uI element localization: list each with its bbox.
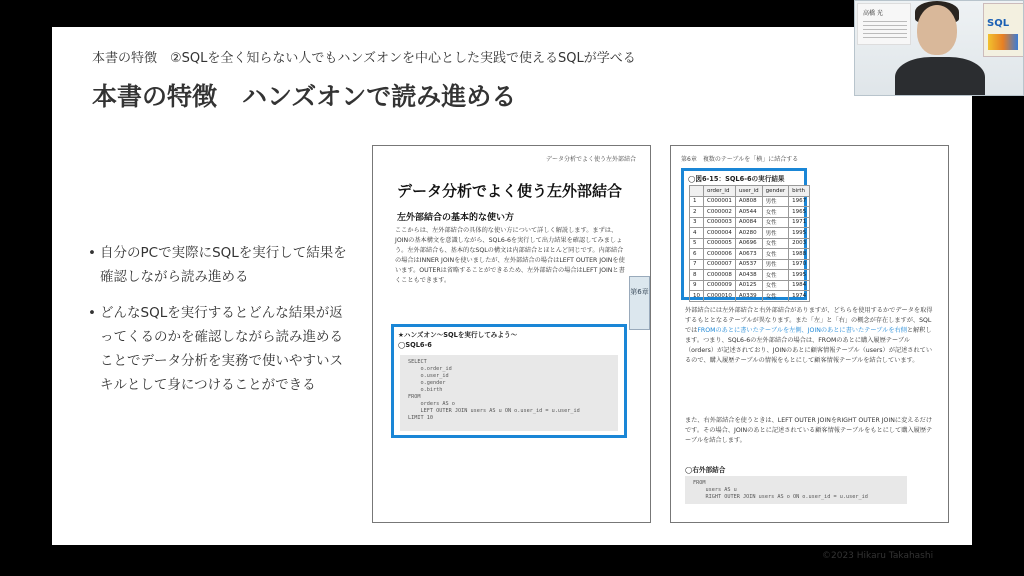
presenter-face	[917, 5, 957, 55]
sql-code-block: SELECT o.order_id o.user_id o.gender o.birth FROM orders AS o LEFT OUTER JOIN users AS u ON o.user_id = u.user_id LIMIT 10	[400, 355, 618, 431]
slide-subtitle: 本書の特徴 ②SQLを全く知らない人でもハンズオンを中心とした実践で使えるSQLが学べる	[92, 51, 636, 66]
bullet-list	[88, 241, 348, 409]
table-row	[690, 217, 810, 228]
table-cell: 女性	[762, 270, 789, 281]
result-highlight-frame	[681, 168, 807, 300]
table-cell: 1974	[789, 291, 810, 302]
book-cover-art	[988, 34, 1018, 50]
table-header-row	[690, 186, 810, 197]
table-cell: 1995	[789, 270, 810, 281]
table-cell: C000003	[704, 217, 736, 228]
book-cover	[983, 3, 1024, 57]
chapter-tab: 第6章	[629, 276, 650, 330]
table-row	[690, 196, 810, 207]
table-body	[690, 196, 810, 301]
page-paragraph	[685, 306, 935, 366]
presenter-name: 高橋 光	[863, 10, 883, 17]
table-cell: A0280	[735, 228, 762, 239]
sql-label: ◯SQL6-6	[398, 341, 432, 349]
table-cell: A0673	[735, 249, 762, 260]
presenter-body	[895, 57, 985, 96]
table-cell: 女性	[762, 249, 789, 260]
table-cell: 1970	[789, 259, 810, 270]
table-row	[690, 280, 810, 291]
table-cell: 女性	[762, 291, 789, 302]
table-cell: 1965	[789, 207, 810, 218]
bullet-text: 自分のPCで実際にSQLを実行して結果を確認しながら読み進める	[100, 245, 347, 285]
handson-highlight-frame	[391, 324, 627, 438]
code-label: ◯右外部結合	[685, 466, 726, 474]
table-row	[690, 249, 810, 260]
table-row	[690, 270, 810, 281]
table-header-cell: gender	[762, 186, 789, 197]
table-cell: 1984	[789, 280, 810, 291]
table-row	[690, 238, 810, 249]
table-cell: A0537	[735, 259, 762, 270]
table-cell: C000004	[704, 228, 736, 239]
table-cell: 7	[690, 259, 704, 270]
table-cell: 男性	[762, 196, 789, 207]
figure-label: ◯図6-15：SQL6-6の実行結果	[688, 175, 785, 183]
table-cell: 1967	[789, 196, 810, 207]
table-cell: 5	[690, 238, 704, 249]
slide-title: 本書の特徴 ハンズオンで読み進める	[92, 82, 517, 111]
screen-border	[972, 96, 1024, 576]
table-cell: 10	[690, 291, 704, 302]
bullet-item	[88, 241, 348, 289]
bullet-item	[88, 301, 348, 397]
webcam-video	[854, 0, 1024, 96]
name-card-details	[863, 18, 907, 40]
table-header-cell	[690, 186, 704, 197]
table-header-cell: user_id	[735, 186, 762, 197]
table-cell: 4	[690, 228, 704, 239]
table-cell: C000002	[704, 207, 736, 218]
book-cover-title: SQL	[987, 18, 1010, 29]
result-table	[689, 185, 810, 302]
presentation-slide	[52, 27, 972, 561]
table-cell: A0084	[735, 217, 762, 228]
table-cell: 女性	[762, 238, 789, 249]
table-cell: 1971	[789, 217, 810, 228]
table-header-cell: order_id	[704, 186, 736, 197]
table-cell: C000007	[704, 259, 736, 270]
table-cell: C000008	[704, 270, 736, 281]
page-subheading: 左外部結合の基本的な使い方	[397, 213, 515, 223]
name-card	[857, 3, 911, 45]
table-cell: 3	[690, 217, 704, 228]
paragraph-text: 外部結合には左外部結合と右外部結合がありますが、どちらを使用するかでデータを取得するもととなるテーブルが異なります。また「左」と「右」の概念が存在しますが、SQLでは	[685, 307, 933, 334]
table-cell: 女性	[762, 217, 789, 228]
table-row	[690, 291, 810, 302]
table-cell: 1988	[789, 249, 810, 260]
table-cell: 男性	[762, 259, 789, 270]
page-paragraph: ここからは、左外部結合の具体的な使い方について詳しく解説します。まずは、JOINの基本構文を意識しながら、SQL6-6を実行して出力結果を確認してみましょう。左外部結合も、基本的なSQLの構文は内部結合とほとんど同じです。内部結合の場合はINNER JOINを使いましたが、左外部結合の場合はLEFT OUTER JOINを使います。OUTERは省略することができるため、左外部結合の場合はLEFT JOINと書くこともできます。	[395, 227, 625, 284]
book-page-right	[670, 145, 949, 523]
table-cell: 9	[690, 280, 704, 291]
table-cell: 1	[690, 196, 704, 207]
page-paragraph-2: また、右外部結合を使うときは、LEFT OUTER JOINをRIGHT OUTER JOINに変えるだけです。その場合、JOINのあとに記述されている顧客情報テーブルをもとにして購入履歴テーブルを結合します。	[685, 417, 933, 444]
table-cell: 8	[690, 270, 704, 281]
table-cell: C000001	[704, 196, 736, 207]
table-cell: C000009	[704, 280, 736, 291]
book-page-left	[372, 145, 651, 523]
table-cell: 女性	[762, 280, 789, 291]
table-cell: A0438	[735, 270, 762, 281]
running-head: 第6章 複数のテーブルを「横」に結合する	[681, 156, 799, 163]
right-join-code: FROM users AS u RIGHT OUTER JOIN users AS o ON o.user_id = u.user_id	[685, 476, 907, 504]
table-cell: A0125	[735, 280, 762, 291]
table-cell: 男性	[762, 228, 789, 239]
table-cell: C000006	[704, 249, 736, 260]
table-row	[690, 228, 810, 239]
table-cell: 女性	[762, 207, 789, 218]
table-cell: A0339	[735, 291, 762, 302]
table-cell: A0544	[735, 207, 762, 218]
table-cell: 6	[690, 249, 704, 260]
table-header-cell: birth	[789, 186, 810, 197]
table-cell: 1995	[789, 228, 810, 239]
table-row	[690, 259, 810, 270]
table-cell: 2003	[789, 238, 810, 249]
table-cell: C000010	[704, 291, 736, 302]
copyright-footer: ©2023 Hikaru Takahashi	[822, 551, 934, 561]
table-cell: A0808	[735, 196, 762, 207]
bullet-dot-icon: •	[88, 305, 96, 321]
highlighted-text: FROMのあとに書いたテーブルを左側、JOINのあとに書いたテーブルを右側	[697, 327, 907, 334]
running-head: データ分析でよく使う左外部結合	[545, 156, 636, 163]
bullet-dot-icon: •	[88, 245, 96, 261]
table-cell: C000005	[704, 238, 736, 249]
handson-title: ★ハンズオン〜SQLを実行してみよう〜	[398, 331, 518, 339]
table-row	[690, 207, 810, 218]
table-cell: 2	[690, 207, 704, 218]
bullet-text: どんなSQLを実行するとどんな結果が返ってくるのかを確認しながら読み進めることでデータ分析を実務で使いやすいスキルとして身につけることができる	[100, 305, 343, 393]
table-cell: A0696	[735, 238, 762, 249]
page-heading: データ分析でよく使う左外部結合	[397, 182, 623, 200]
paragraph-text: と解釈します。つまり、SQL6-6の左外部結合の場合は、FROMのあとに購入履歴テーブル（orders）が記述されており、JOINのあとに顧客情報テーブル（users）が記述されているので、購入履歴テーブルの情報をもとにして顧客情報テーブルを結合しています。	[685, 327, 933, 364]
